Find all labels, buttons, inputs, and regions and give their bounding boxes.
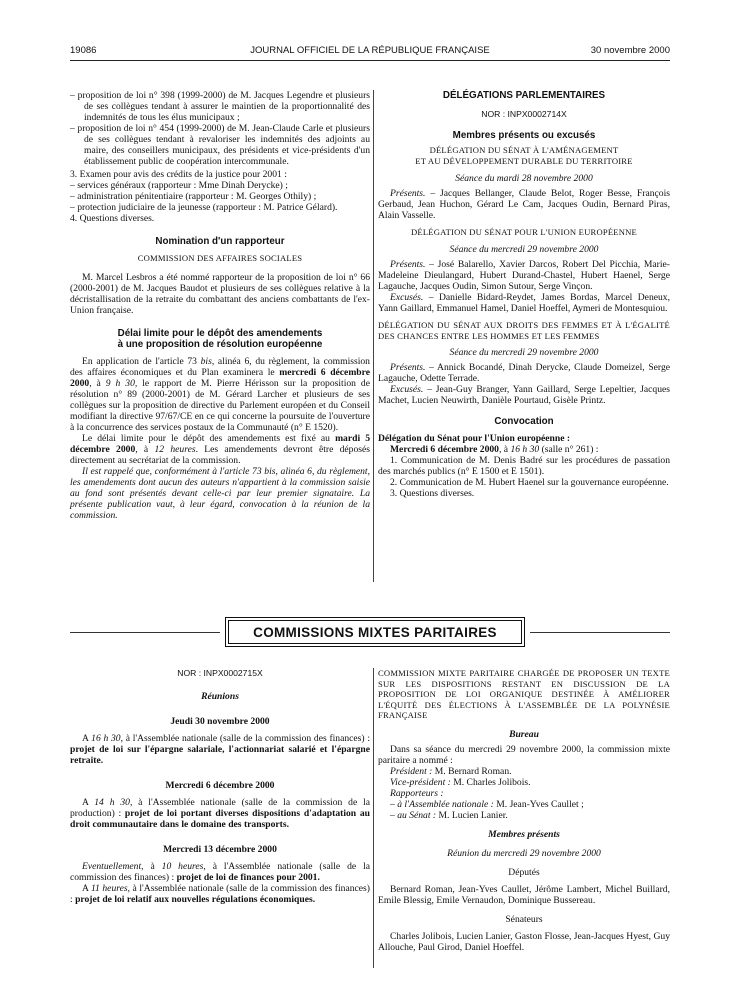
- section-banner: [225, 617, 525, 647]
- meeting-mercredi-6: A 14 h 30, à l'Assemblée nationale (salle de la commission de la production) : projet de loi portant diverses dispositions d'adaptation au droit communautaire dans le domaine des transports.: [70, 797, 370, 830]
- meeting-mercredi-13-b: A 11 heures, à l'Assemblée nationale (salle de la commission des finances) : projet de loi relatif aux nouvelles régulations économiques.: [70, 883, 370, 905]
- nor-reference: NOR : INPX0002714X: [481, 109, 567, 119]
- agenda-item-3: 3. Examen pour avis des crédits de la justice pour 2001 :: [70, 169, 287, 180]
- rapporteur-an-line: – à l'Assemblée nationale : M. Jean-Yves Caullet ;: [390, 798, 584, 810]
- delegation-3-excuses: Excusés. – Jean-Guy Branger, Yann Gaillard, Serge Lepeltier, Jacques Machet, Lucien Neuwirth, Danièle Pourtaud, Gisèle Printz.: [378, 384, 670, 406]
- nor-reference: NOR : INPX0002715X: [177, 668, 263, 678]
- membres-heading: Membres présents ou excusés: [452, 130, 596, 141]
- right-column-top: [378, 90, 670, 499]
- date-heading-jeudi-30: Jeudi 30 novembre 2000: [170, 716, 270, 727]
- list-item: – services généraux (rapporteur : Mme Dinah Derycke) ;: [70, 180, 288, 191]
- president-line: Président : M. Bernard Roman.: [390, 765, 512, 777]
- delegation-1-name: DÉLÉGATION DU SÉNAT À L'AMÉNAGEMENT: [429, 145, 619, 155]
- delegation-3-presents: Présents. – Annick Bocandé, Dinah Derycke, Claude Domeizel, Serge Lagauche, Odette Terrade.: [378, 362, 670, 384]
- rapporteur-senat-line: – au Sénat : M. Lucien Lanier.: [390, 809, 508, 821]
- nomination-text: M. Marcel Lesbros a été nommé rapporteur de la proposition de loi n° 66 (2000-2001) de M. Jacques Baudot et plusieurs de ses collègues relative à la décristallisation de la retraite du combattant des anciens combattants de l'ex-Union française.: [70, 272, 370, 316]
- list-item: – administration pénitentiaire (rapporteur : M. Georges Othily) ;: [70, 191, 317, 202]
- agenda-item-4: 4. Questions diverses.: [70, 213, 155, 224]
- delai-heading-line2: à une proposition de résolution européenne: [117, 339, 323, 350]
- nomination-heading: Nomination d'un rapporteur: [155, 236, 285, 247]
- journal-title: JOURNAL OFFICIEL DE LA RÉPUBLIQUE FRANÇAISE: [250, 45, 490, 56]
- delai-paragraph-3: Il est rappelé que, conformément à l'article 73 bis, alinéa 6, du règlement, les amendements dont aucun des auteurs n'appartient à la commission saisie au fond sont présentés devant celle-ci par leur premier signataire. La présente publication vaut, à leur égard, convocation à la réunion de la commission.: [70, 466, 370, 521]
- delegation-2-presents: Présents. – José Balarello, Xavier Darcos, Robert Del Picchia, Marie-Madeleine Dieulangard, Hubert Durand-Chastel, Hubert Haenel, Serge Lagauche, Jacques Oudin, Simon Sutour, Serge Vinçon.: [378, 259, 670, 292]
- convocation-date: Mercredi 6 décembre 2000, à 16 h 30 (salle n° 261) :: [390, 444, 599, 455]
- convocation-heading: Convocation: [494, 416, 554, 427]
- delegation-2-name: DÉLÉGATION DU SÉNAT POUR L'UNION EUROPÉENNE: [410, 227, 637, 237]
- delegation-2-seance: Séance du mercredi 29 novembre 2000: [449, 244, 599, 255]
- page-header: [70, 45, 670, 59]
- convocation-item: 2. Communication de M. Hubert Haenel sur la gouvernance européenne.: [390, 477, 669, 488]
- delegation-3-name: DÉLÉGATION DU SÉNAT AUX DROITS DES FEMMES ET À L'ÉGALITÉ DES CHANCES ENTRE LES HOMMES ET LES FEMMES: [378, 320, 670, 341]
- delegation-3-seance: Séance du mercredi 29 novembre 2000: [449, 347, 599, 358]
- bureau-text: Dans sa séance du mercredi 29 novembre 2000, la commission mixte paritaire a nommé :: [378, 743, 670, 766]
- reunion-date: Réunion du mercredi 29 novembre 2000: [447, 847, 601, 859]
- column-divider-top: [373, 90, 374, 582]
- deputes-list: Bernard Roman, Jean-Yves Caullet, Jérôme Lambert, Michel Buillard, Emile Blessig, Emile Vernaudon, Dominique Bussereau.: [378, 883, 670, 906]
- delegation-1-seance: Séance du mardi 28 novembre 2000: [455, 173, 593, 184]
- cmp-title: COMMISSION MIXTE PARITAIRE CHARGÉE DE PROPOSER UN TEXTE SUR LES DISPOSITIONS RESTANT EN DISCUSSION DE LA PROPOSITION DE LOI ORGANIQUE DESTINÉE À AMÉLIORER L'ÉQUITÉ DES ÉLECTIONS À L'ASSEMBLÉE DE LA POLYNÉSIE FRANÇAISE: [378, 668, 670, 720]
- issue-date: 30 novembre 2000: [590, 45, 670, 56]
- banner-rule-right: [530, 632, 670, 633]
- vice-president-line: Vice-président : M. Charles Jolibois.: [390, 776, 531, 788]
- left-column-bottom: [70, 668, 370, 905]
- section-banner-title: COMMISSIONS MIXTES PARITAIRES: [228, 620, 522, 644]
- meeting-jeudi-30: A 16 h 30, à l'Assemblée nationale (salle de la commission des finances) : projet de loi sur l'épargne salariale, l'actionnariat salarié et l'épargne retraite.: [70, 733, 371, 766]
- senateurs-heading: Sénateurs: [505, 913, 543, 925]
- rapporteurs-label: Rapporteurs :: [390, 787, 444, 799]
- convocation-item: 3. Questions diverses.: [390, 488, 475, 499]
- delai-heading-line1: Délai limite pour le dépôt des amendements: [117, 328, 323, 339]
- delegation-1-name-2: ET AU DÉVELOPPEMENT DURABLE DU TERRITOIRE: [415, 156, 633, 166]
- list-item: – proposition de loi n° 454 (1999-2000) de M. Jean-Claude Carle et plusieurs de ses collègues tendant à revaloriser les indemnités des adjoints au maire, des conseillers municipaux, des présidents et vice-présidents d'un établissement public de coopération intercommunale.: [70, 123, 370, 167]
- list-item: – proposition de loi n° 398 (1999-2000) de M. Jacques Legendre et plusieurs de ses collègues tendant à assurer le maintien de la proportionnalité des indemnités de tous les élus municipaux ;: [70, 90, 370, 123]
- column-divider-bottom: [373, 668, 374, 968]
- nomination-commission: COMMISSION DES AFFAIRES SOCIALES: [137, 253, 303, 263]
- right-column-bottom: [378, 668, 670, 953]
- delai-paragraph-1: En application de l'article 73 bis, alinéa 6, du règlement, la commission des affaires économiques et du Plan examinera le mercredi 6 décembre 2000, à 9 h 30, le rapport de M. Pierre Hérisson sur la proposition de résolution n° 89 (2000-2001) de M. Gérard Larcher et plusieurs de ses collègues sur la proposition de directive du Parlement européen et du Conseil modifiant la directive 97/67/CE en ce qui concerne la poursuite de l'ouverture à la concurrence des services postaux de la Communauté (n° E 1520).: [70, 356, 370, 433]
- banner-rule-left: [70, 632, 220, 633]
- left-column-top: [70, 90, 370, 521]
- date-heading-mercredi-13: Mercredi 13 décembre 2000: [163, 844, 277, 855]
- convocation-item: 1. Communication de M. Denis Badré sur les procédures de passation des marchés publics (n° E 1500 et E 1501).: [378, 455, 670, 477]
- list-item: – protection judiciaire de la jeunesse (rapporteur : M. Patrice Gélard).: [70, 202, 338, 213]
- delegation-1-presents: Présents. – Jacques Bellanger, Claude Belot, Roger Besse, François Gerbaud, Jean Huchon, Gérard Le Cam, Jacques Oudin, Bernard Piras, Alain Vasselle.: [378, 188, 670, 221]
- meeting-mercredi-13-a: Eventuellement, à 10 heures, à l'Assemblée nationale (salle de la commission des finances) : projet de loi de finances pour 2001.: [70, 861, 371, 883]
- deputes-heading: Députés: [508, 866, 540, 878]
- senateurs-list: Charles Jolibois, Lucien Lanier, Gaston Flosse, Jean-Jacques Hyest, Guy Allouche, Paul Girod, Daniel Hoeffel.: [378, 930, 670, 953]
- delegation-2-excuses: Excusés. – Danielle Bidard-Reydet, James Bordas, Marcel Deneux, Yann Gaillard, Emmanuel Hamel, Daniel Hoeffel, Aymeri de Montesquiou.: [378, 292, 670, 314]
- bureau-heading: Bureau: [509, 728, 539, 740]
- reunions-heading: Réunions: [201, 691, 239, 702]
- delegations-heading: DÉLÉGATIONS PARLEMENTAIRES: [442, 90, 606, 101]
- date-heading-mercredi-6: Mercredi 6 décembre 2000: [165, 780, 275, 791]
- membres-presents-heading: Membres présents: [488, 828, 560, 840]
- convocation-delegation: Délégation du Sénat pour l'Union européenne :: [378, 433, 571, 444]
- delai-paragraph-2: Le délai limite pour le dépôt des amendements est fixé au mardi 5 décembre 2000, à 12 heures. Les amendements devront être déposés directement au secrétariat de la commission.: [70, 433, 370, 466]
- page-number: 19086: [70, 45, 97, 56]
- header-rule: [70, 60, 670, 61]
